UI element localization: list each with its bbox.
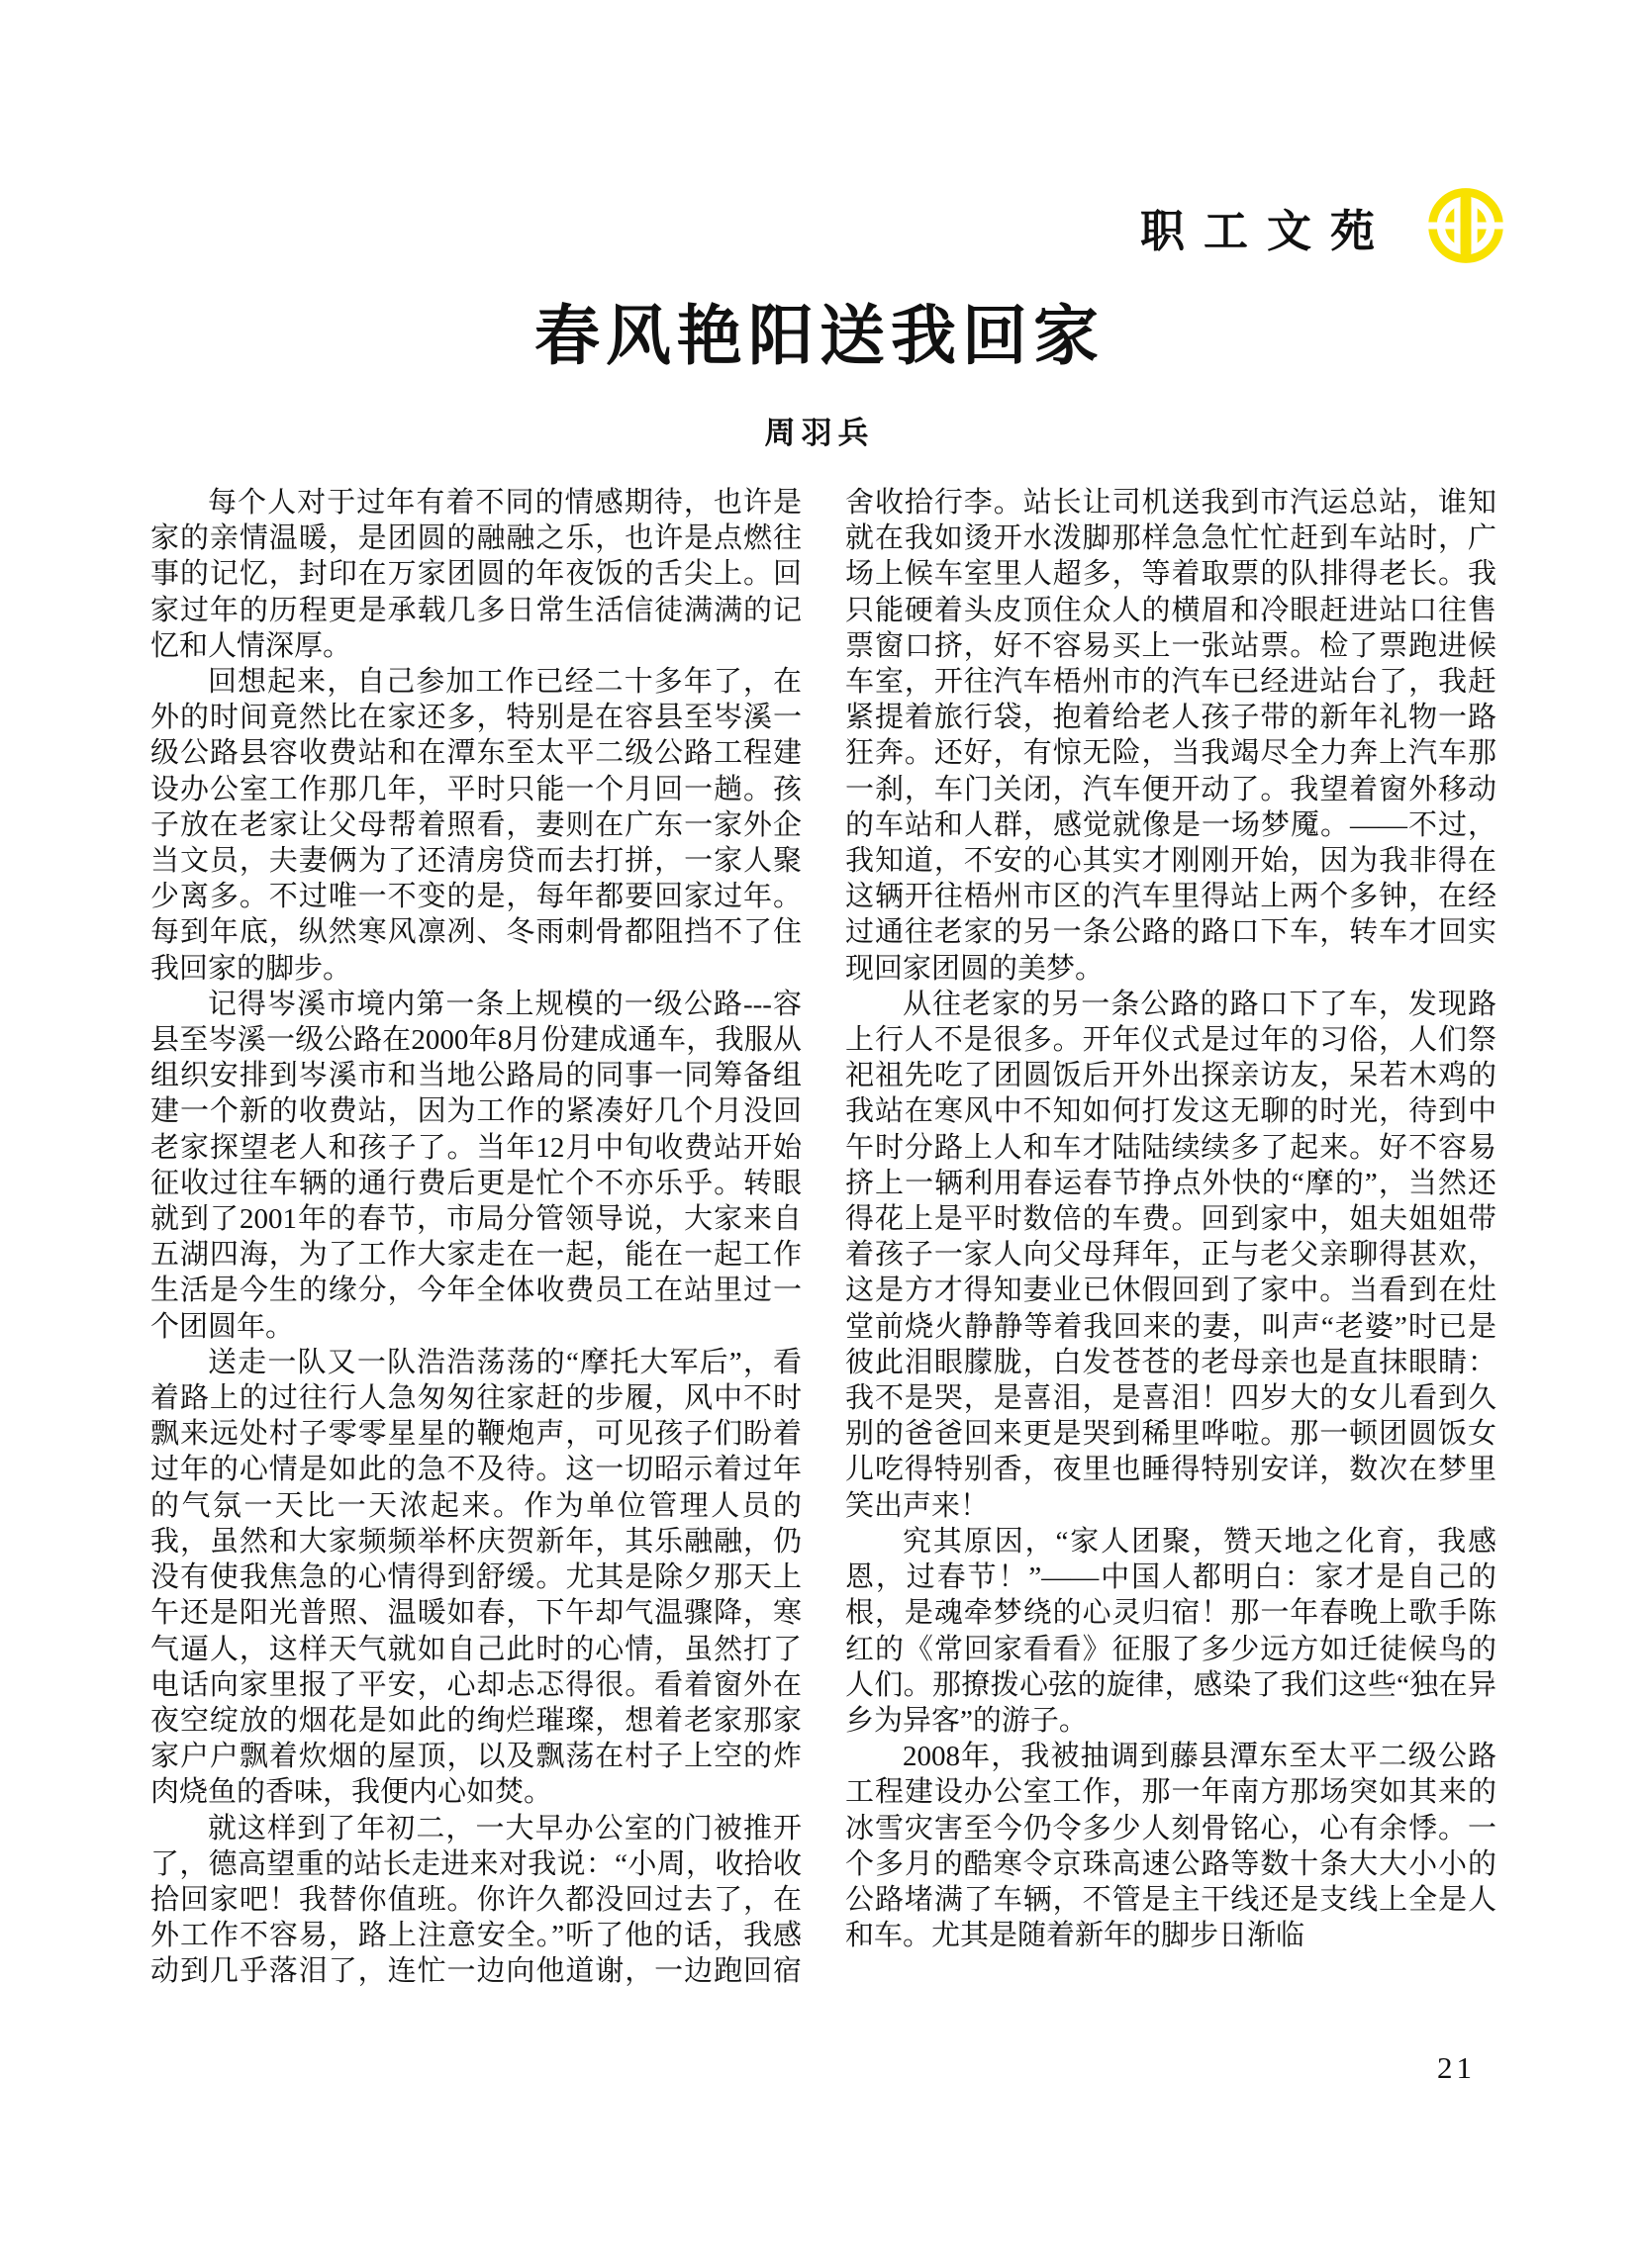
article-body (150, 485, 1496, 1995)
article-paragraph: 究其原因，“家人团聚，赞天地之化育，我感恩，过春节！”——中国人都明白：家才是自己的根，是魂牵梦绕的心灵归宿！那一年春晚上歌手陈红的《常回家看看》征服了多少远方如迁徒候鸟的人们。那撩拨心弦的旋律，感染了我们这些“独在异乡为异客”的游子。 (845, 1525, 1496, 1737)
page-number: 21 (1437, 2050, 1476, 2085)
article-paragraph: 回想起来，自己参加工作已经二十多年了，在外的时间竟然比在家还多，特别是在容县至岑溪一级公路县容收费站和在潭东至太平二级公路工程建设办公室工作那几年，平时只能一个月回一趟。孩子放在老家让父母帮着照看，妻则在广东一家外企当文员，夫妻俩为了还清房贷而去打拼，一家人聚少离多。不过唯一不变的是，每年都要回家过年。每到年底，纵然寒风凛冽、冬雨刺骨都阻挡不了住我回家的脚步。 (150, 666, 802, 985)
article-paragraph: 每个人对于过年有着不同的情感期待，也许是家的亲情温暖，是团圆的融融之乐，也许是点燃往事的记忆，封印在万家团圆的年夜饭的舌尖上。回家过年的历程更是承载几多日常生活信徒满满的记忆和人情深厚。 (150, 487, 802, 662)
article-title: 春风艳阳送我回家 (534, 301, 1105, 373)
article-paragraph: 2008年，我被抽调到藤县潭东至太平二级公路工程建设办公室工作，那一年南方那场突如其来的冰雪灾害至今仍令多少人刻骨铭心，心有余悸。一个多月的酷寒令京珠高速公路等数十条大大小小的公路堵满了车辆，不管是主干线还是支线上全是人和车。尤其是随着新年的脚步日渐临 (845, 1741, 1496, 1952)
article-paragraph: 送走一队又一队浩浩荡荡的“摩托大军后”，看着路上的过往行人急匆匆往家赶的步履，风中不时飘来远处村子零零星星的鞭炮声，可见孩子们盼着过年的心情是如此的急不及待。这一切昭示着过年的气氛一天比一天浓起来。作为单位管理人员的我，虽然和大家频频举杯庆贺新年，其乐融融，仍没有使我焦急的心情得到舒缓。尤其是除夕那天上午还是阳光普照、温暖如春，下午却气温骤降，寒气逼人，这样天气就如自己此时的心情，虽然打了电话向家里报了平安，心却忐忑得很。看着窗外在夜空绽放的烟花是如此的绚烂璀璨，想着老家那家家户户飘着炊烟的屋顶，以及飘荡在村子上空的炸肉烧鱼的香味，我便内心如焚。 (150, 1346, 802, 1809)
section-label: 职工文苑 (1139, 205, 1394, 256)
article-paragraph: 从往老家的另一条公路的路口下了车，发现路上行人不是很多。开年仪式是过年的习俗，人们祭祀祖先吃了团圆饭后开外出探亲访友，呆若木鸡的我站在寒风中不知如何打发这无聊的时光，待到中午时分路上人和车才陆陆续续多了起来。好不容易挤上一辆利用春运春节挣点外快的“摩的”，当然还得花上是平时数倍的车费。回到家中，姐夫姐姐带着孩子一家人向父母拜年，正与老父亲聊得甚欢，这是方才得知妻业已休假回到了家中。当看到在灶堂前烧火静静等着我回来的妻，叫声“老婆”时已是彼此泪眼朦胧，白发苍苍的老母亲也是直抹眼睛：我不是哭，是喜泪，是喜泪！四岁大的女儿看到久别的爸爸回来更是哭到稀里哗啦。那一顿团圆饭女儿吃得特别香，夜里也睡得特别安详，数次在梦里笑出声来！ (845, 988, 1496, 1522)
section-header (1089, 181, 1504, 270)
article-paragraph: 就这样到了年初二，一大早办公室的门被推开了，德高望重的站长走进来对我说：“小周，收拾收拾回家吧！我替你值班。你许久都没回过去了，在外工作不容易，路上注意安全。”听了他的话，我感动到几乎落泪了，连忙一边向他道谢，一边跑回宿舍收拾行李。站长让司机送我到市汽运总站，谁知就在我如烫开水泼脚那样急急忙忙赶到车站时，广场上候车室里人超多，等着取票的队排得老长。我只能硬着头皮顶住众人的横眉和冷眼赶进站口往售票窗口挤，好不容易买上一张站票。检了票跑进候车室，开往汽车梧州市的汽车已经进站台了，我赶紧提着旅行袋，抱着给老人孩子带的新年礼物一路狂奔。还好，有惊无险，当我竭尽全力奔上汽车那一刹，车门关闭，汽车便开动了。我望着窗外移动的车站和人群，感觉就像是一场梦魇。——不过，我知道，不安的心其实才刚刚开始，因为我非得在这辆开往梧州市区的汽车里得站上两个多钟，在经过通往老家的另一条公路的路口下车，转车才回实现回家团圆的美梦。 (150, 487, 1496, 1988)
article-paragraph: 记得岑溪市境内第一条上规模的一级公路---容县至岑溪一级公路在2000年8月份建成通车，我服从组织安排到岑溪市和当地公路局的同事一同筹备组建一个新的收费站，因为工作的紧凑好几个月没回老家探望老人和孩子了。当年12月中旬收费站开始征收过往车辆的通行费后更是忙个不亦乐乎。转眼就到了2001年的春节，市局分管领导说，大家来自五湖四海，为了工作大家走在一起，能在一起工作生活是今生的缘分，今年全体收费员工在站里过一个团圆年。 (150, 988, 802, 1343)
article-author: 周羽兵 (764, 416, 875, 450)
union-logo-icon (1427, 187, 1504, 264)
